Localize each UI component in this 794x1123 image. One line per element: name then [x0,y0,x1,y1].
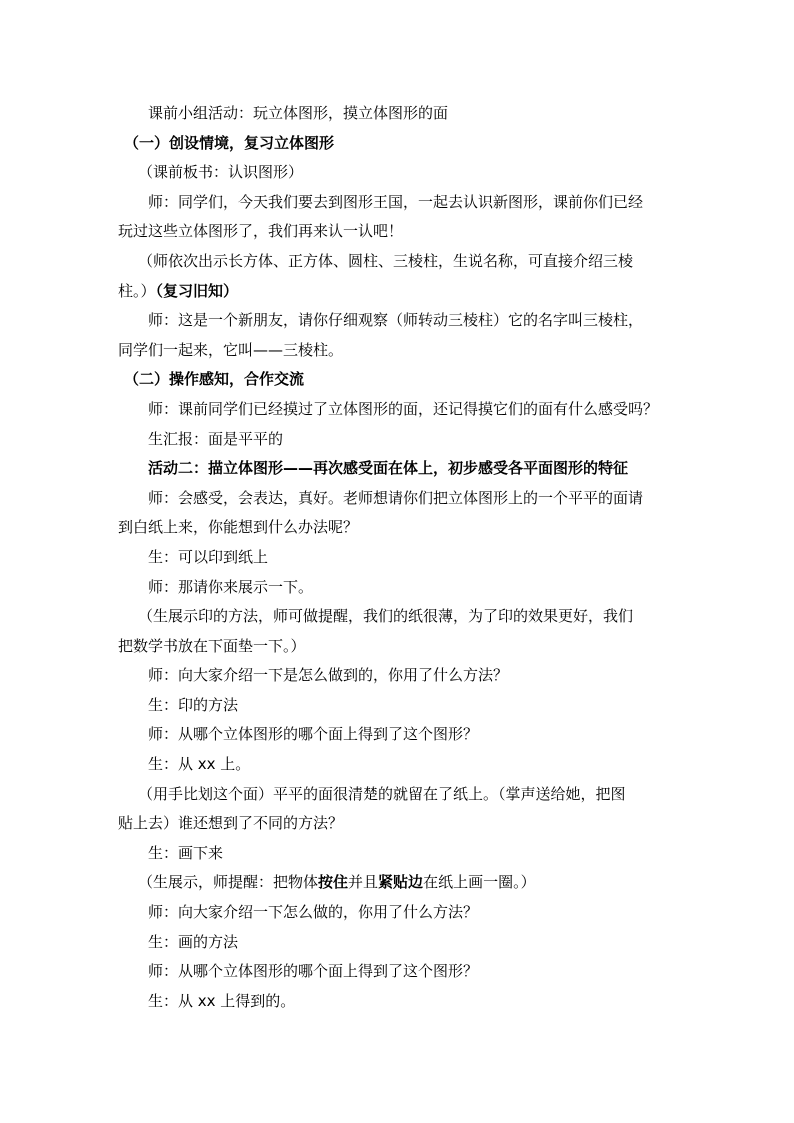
paragraph-line: 生：画的方法 [148,932,239,951]
paragraph-line: 生汇报：面是平平的 [148,429,284,448]
lesson-plan-body [118,99,684,1016]
activity-two-heading: 活动二：描立体图形——再次感受面在体上，初步感受各平面图形的特征 [148,459,629,478]
paragraph-text: 在纸上画一圈。） [423,873,536,892]
paragraph-text: （生展示，师提醒：把物体 [138,873,319,892]
paragraph-line: 生：可以印到纸上 [148,547,269,566]
paragraph-line: （师依次出示长方体、正方体、圆柱、三棱柱，生说名称，可直接介绍三棱 [138,251,634,270]
paragraph-line: 师：从哪个立体图形的哪个面上得到了这个图形？ [148,725,479,744]
paragraph-line [118,277,684,307]
paragraph-line: （用手比划这个面）平平的面很清楚的就留在了纸上。（掌声送给她，把图 [138,784,626,803]
pre-class-activity: 课前小组活动：玩立体图形，摸立体图形的面 [148,104,449,122]
paragraph-line: 师：同学们，今天我们要去到图形王国，一起去认识新图形，课前你们已经 [148,192,644,211]
paragraph-line: 师：从哪个立体图形的哪个面上得到了这个图形？ [148,962,479,981]
paragraph-line [118,868,684,898]
emphasis-text: 紧贴边 [378,873,424,892]
paragraph-line: 师：向大家介绍一下怎么做的，你用了什么方法？ [148,903,479,922]
paragraph-line: 生：印的方法 [148,695,239,714]
paragraph-line: 到白纸上来，你能想到什么办法呢？ [118,518,359,537]
paragraph-line: 把数学书放在下面垫一下。） [118,636,306,655]
paragraph-line: 师：这是一个新朋友，请你仔细观察（师转动三棱柱）它的名字叫三棱柱， [148,311,644,330]
paragraph-line: 师：会感受，会表达，真好。老师想请你们把立体图形上的一个平平的面请 [148,488,644,507]
review-label: （复习旧知） [155,281,239,300]
paragraph-line: 生：画下来 [148,843,224,862]
paragraph-text: 并且 [348,873,379,892]
section-one-heading: （一）创设情境，复习立体图形 [124,133,335,152]
paragraph-line: 师：课前同学们已经摸过了立体图形的面，还记得摸它们的面有什么感受吗？ [148,399,659,418]
board-note: （课前板书：认识图形） [138,163,304,182]
emphasis-text: 按住 [318,873,349,892]
paragraph-line: 玩过这些立体图形了，我们再来认一认吧！ [118,222,404,241]
paragraph-line: （生展示印的方法，师可做提醒，我们的纸很薄，为了印的效果更好，我们 [138,607,634,626]
section-two-heading: （二）操作感知，合作交流 [124,370,305,389]
paragraph-line: 生：从 xx 上得到的。 [148,991,296,1010]
paragraph-line: 师：向大家介绍一下是怎么做到的，你用了什么方法？ [148,666,509,685]
paragraph-line: 师：那请你来展示一下。 [148,577,314,596]
paragraph-line: 同学们一起来，它叫——三棱柱。 [118,340,344,359]
paragraph-line: 生：从 xx 上。 [148,755,251,774]
paragraph-text: 柱。） [118,281,156,300]
paragraph-line: 贴上去）谁还想到了不同的方法？ [118,814,344,833]
